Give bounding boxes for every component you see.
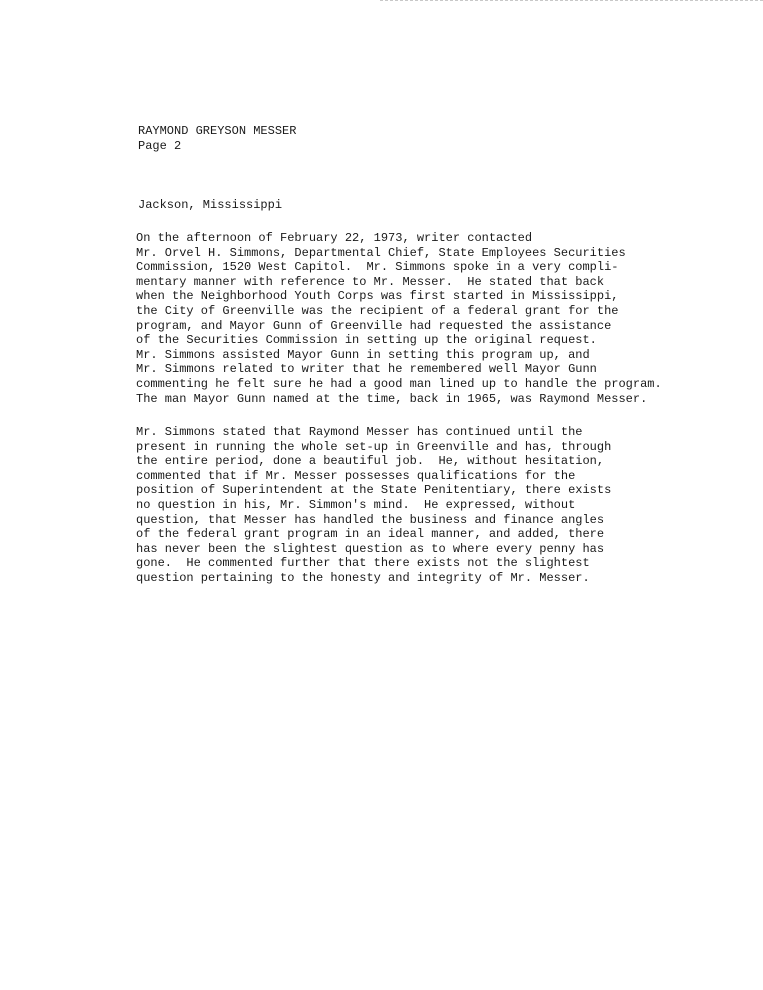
text-line: position of Superintendent at the State Penitentiary, there exists — [136, 483, 612, 498]
text-line: when the Neighborhood Youth Corps was first started in Mississippi, — [136, 289, 619, 304]
text-line: On the afternoon of February 22, 1973, writer contacted — [136, 231, 533, 245]
text-line: gone. He commented further that there exists not the slightest — [136, 556, 590, 571]
text-line: no question in his, Mr. Simmon's mind. He expressed, without — [136, 497, 576, 512]
text-line: present in running the whole set-up in Greenville and has, through — [136, 439, 612, 454]
text-line: Mr. Simmons assisted Mayor Gunn in setting this program up, and — [136, 347, 590, 362]
text-line: mentary manner with reference to Mr. Messer. He stated that back — [136, 274, 605, 289]
text-line: commented that if Mr. Messer possesses qualifications for the — [136, 468, 576, 483]
text-line: program, and Mayor Gunn of Greenville had requested the assistance — [136, 318, 612, 333]
location-heading: Jackson, Mississippi — [138, 198, 283, 212]
text-line: commenting he felt sure he had a good man lined up to handle the program. — [136, 376, 662, 391]
text-line: Mr. Simmons stated that Raymond Messer has continued until the — [136, 425, 583, 439]
text-line: question, that Messer has handled the business and finance angles — [136, 512, 605, 527]
text-line: has never been the slightest question as to where every penny has — [136, 541, 605, 556]
text-line: the City of Greenville was the recipient of a federal grant for the — [136, 303, 619, 318]
subject-name: RAYMOND GREYSON MESSER — [138, 124, 297, 138]
text-line: Mr. Simmons related to writer that he remembered well Mayor Gunn — [136, 362, 597, 377]
text-line: Mr. Orvel H. Simmons, Departmental Chief, State Employees Securities — [136, 245, 626, 260]
text-line: The man Mayor Gunn named at the time, back in 1965, was Raymond Messer. — [136, 391, 648, 406]
text-line: the entire period, done a beautiful job. He, without hesitation, — [136, 454, 605, 469]
text-line: Commission, 1520 West Capitol. Mr. Simmons spoke in a very compli- — [136, 260, 619, 275]
paragraph-1 — [136, 231, 696, 406]
document-header — [138, 124, 296, 154]
text-line: question pertaining to the honesty and integrity of Mr. Messer. — [136, 570, 590, 585]
paragraph-2 — [136, 425, 696, 586]
text-line: of the Securities Commission in setting up the original request. — [136, 333, 597, 348]
page-number: Page 2 — [138, 139, 182, 153]
text-line: of the federal grant program in an ideal manner, and added, there — [136, 527, 605, 542]
top-border-rule — [380, 0, 763, 1]
